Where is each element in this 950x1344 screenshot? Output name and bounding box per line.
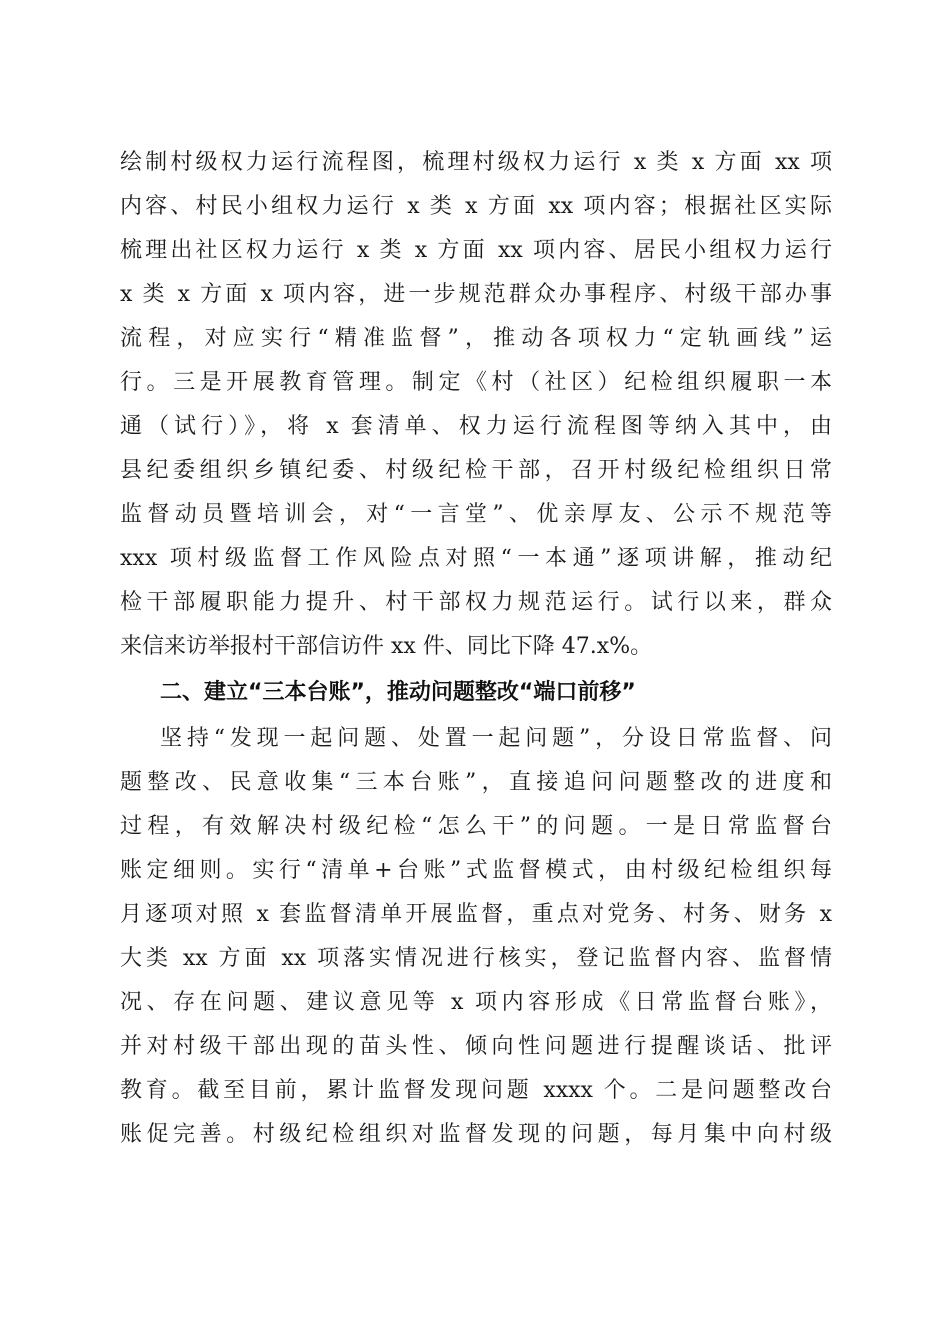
paragraph-2-line-1: 坚持“发现一起问题、处置一起问题”，分设日常监督、问 (160, 726, 832, 751)
paragraph-1-line-4: x 类 x 方面 x 项内容，进一步规范群众办事程序、村级干部办事 (120, 282, 832, 307)
paragraph-2-line-7: 况、存在问题、建议意见等 x 项内容形成《日常监督台账》， (120, 990, 832, 1015)
paragraph-2-line-2: 题整改、民意收集“三本台账”，直接追问问题整改的进度和 (120, 770, 832, 795)
paragraph-2-line-6: 大类 xx 方面 xx 项落实情况进行核实，登记监督内容、监督情 (120, 946, 832, 971)
paragraph-1-line-3: 梳理出社区权力运行 x 类 x 方面 xx 项内容、居民小组权力运行 (120, 238, 832, 263)
paragraph-1-line-7: 通（试行）》，将 x 套清单、权力运行流程图等纳入其中，由 (120, 414, 832, 439)
paragraph-1-line-11: 检干部履职能力提升、村干部权力规范运行。试行以来，群众 (120, 590, 832, 615)
paragraph-2-line-3: 过程，有效解决村级纪检“怎么干”的问题。一是日常监督台 (120, 814, 832, 839)
paragraph-2-line-5: 月逐项对照 x 套监督清单开展监督，重点对党务、村务、财务 x (120, 902, 832, 927)
paragraph-1-line-8: 县纪委组织乡镇纪委、村级纪检干部，召开村级纪检组织日常 (120, 458, 832, 483)
paragraph-2-line-8: 并对村级干部出现的苗头性、倾向性问题进行提醒谈话、批评 (120, 1034, 832, 1059)
paragraph-2-line-9: 教育。截至目前，累计监督发现问题 xxxx 个。二是问题整改台 (120, 1078, 832, 1103)
paragraph-2-line-4: 账定细则。实行“清单+台账”式监督模式，由村级纪检组织每 (120, 858, 832, 883)
paragraph-1-line-6: 行。三是开展教育管理。制定《村（社区）纪检组织履职一本 (120, 370, 832, 395)
paragraph-1-line-10: xxx 项村级监督工作风险点对照“一本通”逐项讲解，推动纪 (120, 546, 832, 571)
paragraph-1-line-5: 流程，对应实行“精准监督”，推动各项权力“定轨画线”运 (120, 326, 832, 351)
paragraph-2-line-10: 账促完善。村级纪检组织对监督发现的问题，每月集中向村级 (120, 1122, 832, 1147)
section-heading: 二、建立“三本台账”，推动问题整改“端口前移” (160, 680, 636, 705)
paragraph-1-line-9: 监督动员暨培训会，对“一言堂”、优亲厚友、公示不规范等 (120, 502, 832, 527)
paragraph-1-line-1: 绘制村级权力运行流程图，梳理村级权力运行 x 类 x 方面 xx 项 (120, 150, 832, 175)
paragraph-1-line-2: 内容、村民小组权力运行 x 类 x 方面 xx 项内容；根据社区实际 (120, 194, 832, 219)
paragraph-1-line-12: 来信来访举报村干部信访件 xx 件、同比下降 47.x%。 (120, 634, 653, 659)
